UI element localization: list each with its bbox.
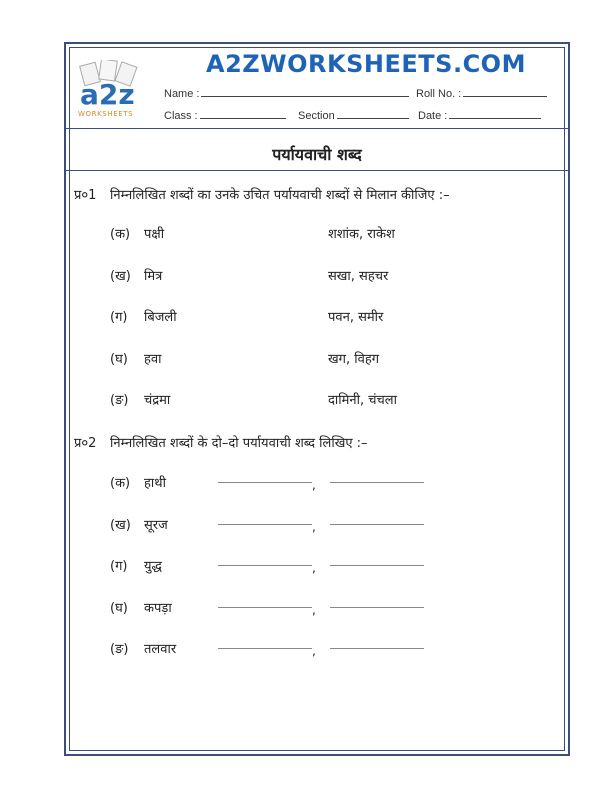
question-2-number: प्र०2 [74, 436, 97, 451]
answer-line-2[interactable] [330, 607, 424, 608]
q1-match: सखा, सहचर [328, 269, 389, 284]
q1-mark: (ङ) [110, 393, 129, 408]
comma: , [312, 478, 316, 492]
worksheet-frame [64, 42, 570, 756]
question-2-text: निम्नलिखित शब्दों के दो–दो पर्यायवाची शब्द लिखिए :– [110, 436, 368, 451]
name-label: Name : [164, 88, 200, 100]
date-label: Date : [418, 110, 448, 122]
answer-line-2[interactable] [330, 648, 424, 649]
question-2 [74, 433, 368, 451]
site-title: A2ZWORKSHEETS.COM [206, 50, 526, 78]
q1-row [110, 224, 164, 242]
q2-word: हाथी [144, 476, 166, 491]
date-blank[interactable] [449, 108, 541, 119]
q1-word: चंद्रमा [144, 393, 171, 408]
q2-row [110, 639, 176, 657]
class-field [164, 108, 286, 122]
q1-match: शशांक, राकेश [328, 227, 395, 242]
q1-match: दामिनी, चंचला [328, 393, 397, 408]
worksheet-header [66, 44, 568, 129]
q1-word: पक्षी [144, 227, 165, 242]
q1-row [110, 307, 177, 325]
name-blank[interactable] [201, 86, 409, 97]
question-1-number: प्र०1 [74, 188, 97, 203]
q2-answer-lines [218, 597, 424, 611]
section-blank[interactable] [337, 108, 409, 119]
roll-label: Roll No. : [416, 88, 462, 100]
q1-word: मित्र [144, 269, 163, 284]
q1-word: बिजली [144, 310, 177, 325]
page-title: पर्यायवाची शब्द [272, 145, 362, 164]
q1-mark: (ख) [110, 269, 131, 284]
class-blank[interactable] [200, 108, 286, 119]
logo-text: a2z [80, 78, 135, 111]
comma: , [312, 644, 316, 658]
answer-line-1[interactable] [218, 648, 312, 649]
date-field [418, 108, 541, 122]
question-1-text: निम्नलिखित शब्दों का उनके उचित पर्यायवाची शब्दों से मिलान कीजिए :– [110, 188, 450, 203]
q1-match: खग, विहग [328, 352, 380, 367]
answer-line-2[interactable] [330, 524, 424, 525]
q2-answer-lines [218, 472, 424, 486]
a2z-logo-icon [74, 60, 154, 120]
q1-mark: (ग) [110, 310, 128, 325]
comma: , [312, 603, 316, 617]
logo-subtext: WORKSHEETS [78, 110, 134, 118]
title-divider [66, 170, 568, 171]
q1-mark: (क) [110, 227, 131, 242]
answer-line-1[interactable] [218, 524, 312, 525]
q2-mark: (ख) [110, 518, 131, 533]
q1-row [110, 266, 162, 284]
q2-row [110, 473, 166, 491]
q2-row [110, 515, 168, 533]
q1-row [110, 390, 170, 408]
class-label: Class : [164, 110, 198, 122]
q2-answer-lines [218, 555, 424, 569]
section-field [298, 108, 409, 122]
q1-match: पवन, समीर [328, 310, 384, 325]
q2-row [110, 556, 162, 574]
q1-row [110, 349, 162, 367]
q1-word: हवा [144, 352, 162, 367]
question-1 [74, 185, 450, 203]
q2-answer-lines [218, 638, 424, 652]
q2-row [110, 598, 172, 616]
q2-word: तलवार [144, 642, 177, 657]
answer-line-1[interactable] [218, 565, 312, 566]
answer-line-2[interactable] [330, 565, 424, 566]
comma: , [312, 520, 316, 534]
q2-mark: (ङ) [110, 642, 129, 657]
roll-blank[interactable] [463, 86, 547, 97]
q2-mark: (ग) [110, 559, 128, 574]
roll-field [416, 86, 547, 100]
name-field [164, 86, 409, 100]
q2-word: कपड़ा [144, 601, 172, 616]
q2-word: सूरज [144, 518, 168, 533]
answer-line-1[interactable] [218, 482, 312, 483]
section-label: Section [298, 110, 335, 122]
q2-word: युद्ध [144, 559, 162, 574]
q2-answer-lines [218, 514, 424, 528]
answer-line-1[interactable] [218, 607, 312, 608]
q1-mark: (घ) [110, 352, 128, 367]
answer-line-2[interactable] [330, 482, 424, 483]
q2-mark: (घ) [110, 601, 128, 616]
q2-mark: (क) [110, 476, 131, 491]
comma: , [312, 561, 316, 575]
